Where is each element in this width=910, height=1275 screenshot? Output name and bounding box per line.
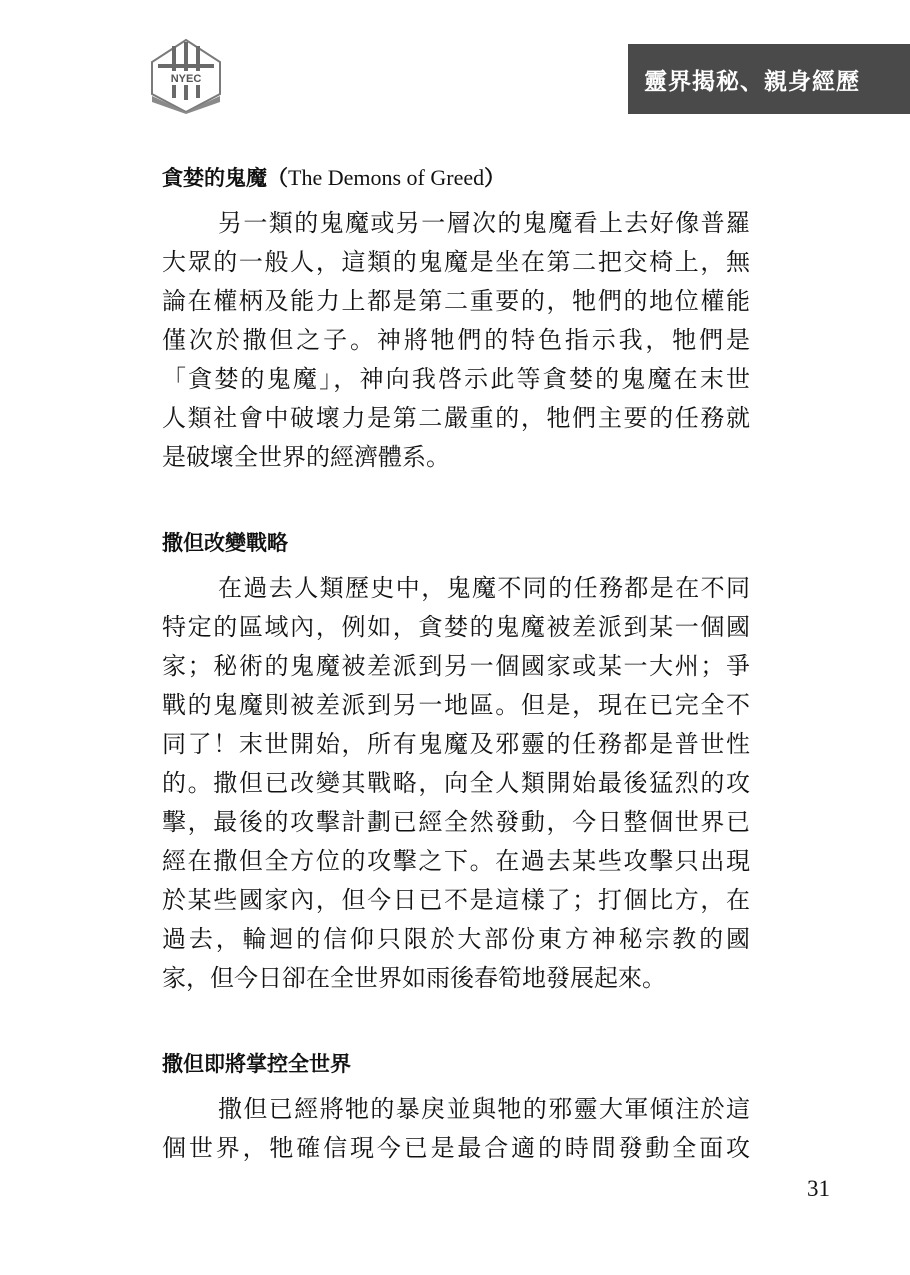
- text-line: 人類社會中破壞力是第二嚴重的，牠們主要的任務就: [162, 404, 750, 432]
- text-line: 論在權柄及能力上都是第二重要的，牠們的地位權能: [162, 287, 750, 315]
- nyec-logo: [148, 38, 224, 114]
- text-line: 在過去人類歷史中，鬼魔不同的任務都是在不同: [218, 574, 750, 602]
- text-line: 戰的鬼魔則被差派到另一地區。但是，現在已完全不: [162, 691, 750, 719]
- text-line: 經在撒但全方位的攻擊之下。在過去某些攻擊只出現: [162, 847, 750, 875]
- text-line: 「貪婪的鬼魔」，神向我啓示此等貪婪的鬼魔在末世: [162, 365, 750, 393]
- paragraph: [162, 1090, 750, 1168]
- paragraph: [162, 569, 750, 998]
- text-line: 僅次於撒但之子。神將牠們的特色指示我，牠們是: [162, 326, 750, 354]
- text-line: 家；秘術的鬼魔被差派到另一個國家或某一大州；爭: [162, 652, 750, 680]
- text-line: 是破壞全世界的經濟體系。: [162, 443, 450, 471]
- text-line: 擊，最後的攻擊計劃已經全然發動，今日整個世界已: [162, 808, 750, 836]
- text-line: 大眾的一般人，這類的鬼魔是坐在第二把交椅上，無: [162, 248, 750, 276]
- text-line: 家，但今日卻在全世界如雨後春筍地發展起來。: [162, 964, 666, 992]
- text-line: 於某些國家內，但今日已不是這樣了；打個比方，在: [162, 886, 750, 914]
- section-heading: 貪婪的鬼魔（The Demons of Greed）: [162, 165, 506, 190]
- text-line: 個世界，牠確信現今已是最合適的時間發動全面攻: [162, 1134, 750, 1162]
- page-number: 31: [807, 1176, 830, 1201]
- text-line: 特定的區域內，例如，貪婪的鬼魔被差派到某一個國: [162, 613, 750, 641]
- svg-text:NYEC: NYEC: [170, 73, 202, 85]
- section-heading: 撒但改變戰略: [162, 531, 288, 555]
- header-title: 靈界揭秘、親身經歷: [628, 44, 910, 114]
- text-line: 的。撒但已改變其戰略，向全人類開始最後猛烈的攻: [162, 769, 750, 797]
- text-line: 過去，輪迴的信仰只限於大部份東方神秘宗教的國: [162, 925, 750, 953]
- text-line: 撒但已經將牠的暴戾並與牠的邪靈大軍傾注於這: [218, 1095, 750, 1123]
- section-heading: 撒但即將掌控全世界: [162, 1052, 351, 1076]
- paragraph: [162, 204, 750, 477]
- text-line: 同了！末世開始，所有鬼魔及邪靈的任務都是普世性: [162, 730, 750, 758]
- text-line: 另一類的鬼魔或另一層次的鬼魔看上去好像普羅: [218, 209, 750, 237]
- page-content: [162, 160, 750, 1168]
